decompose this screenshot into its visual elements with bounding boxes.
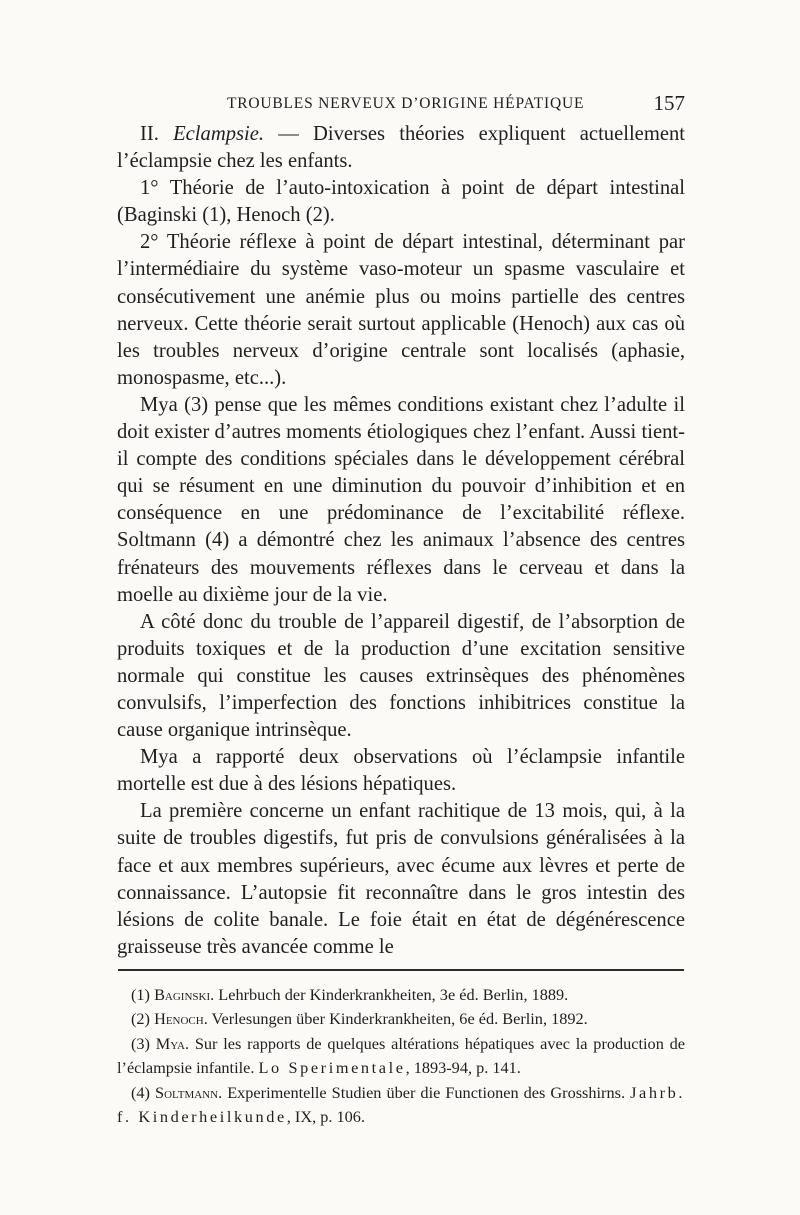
footnote-author: Baginski. [154,985,215,1004]
paragraph: A côté donc du trouble de l’appareil digestif, de l’absorption de produits toxiques et de la production d’une excitation sensitive normale qui constitue les causes extrinsèques des phénomènes convulsifs, l’imperfection des fonctions inhibitrices constitue la cause organique intrinsèque. [117,610,685,742]
footnote-author: Soltmann. [155,1082,223,1102]
footnote-author: Henoch. [154,1009,208,1029]
paragraph: Mya (3) pense que les mêmes conditions existant chez l’adulte il doit exister d’autres moments étiologiques chez l’enfant. Aussi tient-il compte des conditions spéciales dans le développement cérébral qui se résument en une diminution du pouvoir d’inhibition et en conséquence en une prédominance de l’excitabilité réflexe. Soltmann (4) a démontré chez les animaux l’absence des centres frénateurs des mouvements réflexes dans le cerveau et dans la moelle au dixième jour de la vie. [117,393,685,606]
footnote: (4) Soltmann. Experimentelle Studien über die Functionen des Grosshirns. Jahrb. f. Kinderheilkunde, IX, p. 106. [117,1082,686,1127]
paragraph: 2° Théorie réflexe à point de départ intestinal, déterminant par l’intermédiaire du système vaso-moteur un spasme vasculaire et consécutivement une anémie plus ou moins partielle des centres nerveux. Cette théorie serait surtout applicable (Henoch) aux cas où les troubles nerveux d’origine centrale sont localisés (aphasie, monospasme, etc...). [117,231,685,389]
page-header [117,93,685,123]
footnote: (2) Henoch. Verlesungen über Kinderkrankheiten, 6e éd. Berlin, 1892. [131,1009,588,1029]
paragraph: II. Eclampsie. — Diverses théories expliquent actuellement l’éclampsie chez les enfants. [117,123,685,173]
footnotes [117,983,685,1129]
footnote-author: Mya. [155,1033,190,1053]
footnote: (1) Baginski. Lehrbuch der Kinderkrankheiten, 3e éd. Berlin, 1889. [131,985,569,1004]
section-number: II. [140,123,159,145]
paragraph: Mya a rapporté deux observations où l’éclampsie infantile mortelle est due à des lésions hépatiques. [117,746,685,796]
footnote-rule [118,969,684,971]
paragraph: La première concerne un enfant rachitique de 13 mois, qui, à la suite de troubles digestifs, fut pris de convulsions généralisées à la face et aux membres supérieurs, avec écume aux lèvres et perte de connaissance. L’autopsie fit reconnaître dans le gros intestin des lésions de colite banale. Le foie était en état de dégénérescence graisseuse très avancée comme le [117,800,685,958]
running-title: TROUBLES NERVEUX D’ORIGINE HÉPATIQUE [227,95,585,112]
section-title: Eclampsie. [173,123,265,145]
paragraph: 1° Théorie de l’auto-intoxication à point de départ intestinal (Baginski (1), Henoch (2). [117,177,685,227]
journal-title: Jahrb. f. Kinderheilkunde [117,1082,686,1127]
body-text [117,121,685,961]
journal-title: Lo Sperimentale [258,1058,406,1078]
page-number: 157 [653,91,685,115]
footnote: (3) Mya. Sur les rapports de quelques altérations hépatiques avec la production de l’éclampsie infantile. Lo Sperimentale, 1893-94, p. 141. [117,1033,686,1078]
